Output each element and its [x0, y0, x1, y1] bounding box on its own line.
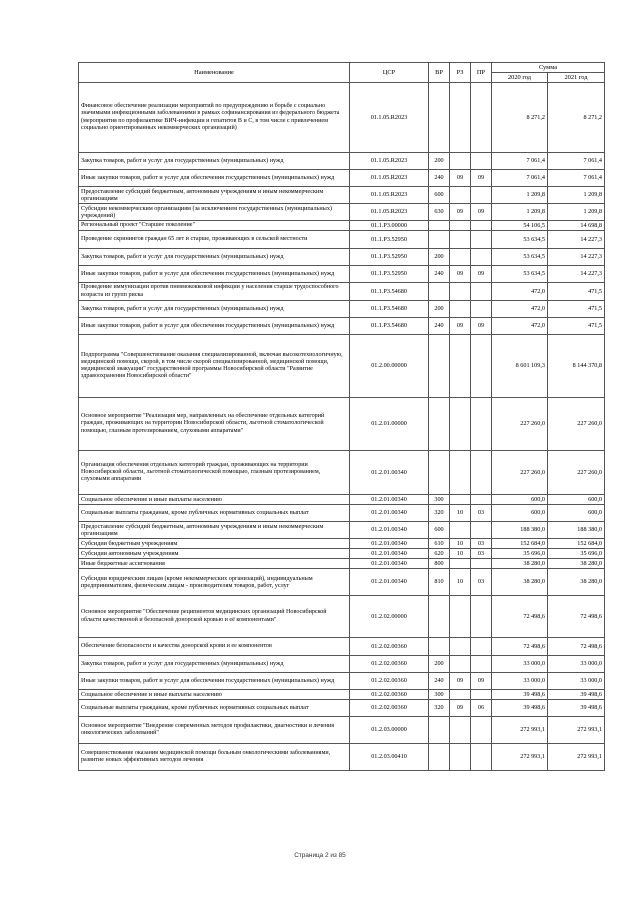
cell-s2021: 14 698,8	[548, 221, 605, 231]
cell-vr	[429, 231, 450, 249]
header-2020: 2020 год	[492, 73, 548, 83]
header-vr: ВР	[429, 63, 450, 83]
cell-vr	[429, 744, 450, 771]
cell-name: Социальное обеспечение и иные выплаты населению	[79, 690, 350, 700]
cell-csr: 01.2.01.00340	[350, 559, 429, 569]
table-row	[79, 673, 605, 690]
cell-pr: 09	[471, 266, 492, 283]
header-rz: РЗ	[450, 63, 471, 83]
cell-rz	[450, 249, 471, 266]
cell-pr	[471, 522, 492, 539]
cell-vr: 810	[429, 569, 450, 596]
cell-csr: 01.1.P3.52950	[350, 266, 429, 283]
cell-s2021: 14 227,3	[548, 231, 605, 249]
cell-s2020: 600,0	[492, 505, 548, 522]
budget-table	[78, 62, 605, 771]
table-row	[79, 187, 605, 204]
cell-csr: 01.2.02.00360	[350, 673, 429, 690]
cell-pr	[471, 249, 492, 266]
cell-rz	[450, 301, 471, 318]
cell-rz	[450, 690, 471, 700]
cell-vr: 240	[429, 266, 450, 283]
cell-s2021: 39 498,6	[548, 700, 605, 717]
cell-name: Подпрограмма "Совершенствование оказания специализированной, включая высокотехнологичную, медицинской помощи, скорой, в том числе скорой специализированной, медицинской помощи, медицинской эвакуации" государственной программы Новосибирской области "Развитие здравоохранения Новосибирской области"	[79, 335, 350, 398]
cell-pr: 03	[471, 505, 492, 522]
cell-rz: 10	[450, 569, 471, 596]
cell-vr: 200	[429, 249, 450, 266]
cell-csr: 01.1.05.R2023	[350, 83, 429, 153]
cell-pr	[471, 638, 492, 656]
cell-csr: 01.1.P3.54680	[350, 301, 429, 318]
cell-s2020: 7 061,4	[492, 153, 548, 170]
cell-s2020: 272 993,1	[492, 717, 548, 744]
cell-name: Основное мероприятие "Внедрение современных методов профилактики, диагностики и лечения онкологических заболеваний"	[79, 717, 350, 744]
table-row	[79, 221, 605, 231]
cell-csr: 01.2.01.00000	[350, 398, 429, 451]
cell-csr: 01.2.02.00000	[350, 596, 429, 638]
cell-rz	[450, 522, 471, 539]
cell-s2021: 8 271,2	[548, 83, 605, 153]
cell-vr	[429, 83, 450, 153]
table-row	[79, 569, 605, 596]
cell-name: Иные закупки товаров, работ и услуг для обеспечения государственных (муниципальных) нужд	[79, 266, 350, 283]
table-row	[79, 700, 605, 717]
table-header	[79, 63, 605, 83]
table-row	[79, 249, 605, 266]
cell-s2020: 8 601 109,3	[492, 335, 548, 398]
cell-rz	[450, 221, 471, 231]
cell-csr: 01.2.01.00340	[350, 495, 429, 505]
cell-csr: 01.2.02.00360	[350, 700, 429, 717]
cell-csr: 01.2.02.00360	[350, 656, 429, 673]
cell-s2021: 152 684,0	[548, 539, 605, 549]
cell-rz	[450, 717, 471, 744]
cell-name: Основное мероприятие "Реализация мер, направленных на обеспечение отдельных категорий граждан, проживающих на территории Новосибирской области, льготной стоматологической помощью, глазным протезированием, слуховыми аппаратами"	[79, 398, 350, 451]
cell-vr: 200	[429, 656, 450, 673]
table-row	[79, 231, 605, 249]
cell-rz: 10	[450, 505, 471, 522]
cell-pr	[471, 335, 492, 398]
cell-vr	[429, 398, 450, 451]
cell-s2021: 14 227,3	[548, 249, 605, 266]
cell-pr	[471, 153, 492, 170]
cell-vr: 800	[429, 559, 450, 569]
cell-pr	[471, 231, 492, 249]
cell-s2021: 39 498,6	[548, 690, 605, 700]
cell-name: Закупка товаров, работ и услуг для государственных (муниципальных) нужд	[79, 249, 350, 266]
cell-name: Совершенствование оказания медицинской помощи больным онкологическими заболеваниями, развитие новых эффективных методов лечения	[79, 744, 350, 771]
cell-name: Основное мероприятие "Обеспечение реципиентов медицинских организаций Новосибирской области качественной и безопасной донорской кровью и её компонентами"	[79, 596, 350, 638]
cell-pr	[471, 83, 492, 153]
cell-s2020: 272 993,1	[492, 744, 548, 771]
cell-rz: 09	[450, 204, 471, 221]
cell-vr: 630	[429, 204, 450, 221]
cell-vr: 620	[429, 549, 450, 559]
cell-csr: 01.2.00.00000	[350, 335, 429, 398]
cell-s2020: 39 498,6	[492, 690, 548, 700]
cell-pr	[471, 495, 492, 505]
cell-csr: 01.1.05.R2023	[350, 187, 429, 204]
cell-rz: 10	[450, 549, 471, 559]
cell-vr: 200	[429, 301, 450, 318]
cell-csr: 01.1.05.R2023	[350, 170, 429, 187]
cell-s2020: 1 209,8	[492, 204, 548, 221]
cell-vr: 600	[429, 187, 450, 204]
table-row	[79, 656, 605, 673]
cell-s2020: 227 260,0	[492, 451, 548, 495]
header-2021: 2021 год	[548, 73, 605, 83]
cell-s2020: 38 280,0	[492, 559, 548, 569]
cell-csr: 01.2.01.00340	[350, 522, 429, 539]
table-row	[79, 204, 605, 221]
cell-rz	[450, 283, 471, 301]
cell-csr: 01.2.02.00360	[350, 638, 429, 656]
table-row	[79, 153, 605, 170]
cell-pr: 03	[471, 549, 492, 559]
cell-csr: 01.2.02.00360	[350, 690, 429, 700]
cell-s2021: 272 993,1	[548, 717, 605, 744]
table-row	[79, 318, 605, 335]
cell-name: Организация обеспечения отдельных категорий граждан, проживающих на территории Новосибирской области, льготной стоматологической помощью, глазным протезированием, слуховыми аппаратами	[79, 451, 350, 495]
cell-pr: 03	[471, 539, 492, 549]
cell-s2020: 53 634,5	[492, 266, 548, 283]
cell-s2021: 471,5	[548, 301, 605, 318]
cell-s2021: 35 696,0	[548, 549, 605, 559]
cell-s2020: 472,0	[492, 318, 548, 335]
cell-name: Социальные выплаты гражданам, кроме публичных нормативных социальных выплат	[79, 505, 350, 522]
cell-s2020: 53 634,5	[492, 231, 548, 249]
cell-s2020: 188 380,0	[492, 522, 548, 539]
cell-s2020: 33 000,0	[492, 673, 548, 690]
cell-csr: 01.1.05.R2023	[350, 153, 429, 170]
cell-name: Социальное обеспечение и иные выплаты населению	[79, 495, 350, 505]
cell-rz	[450, 187, 471, 204]
cell-name: Закупка товаров, работ и услуг для государственных (муниципальных) нужд	[79, 153, 350, 170]
cell-name: Иные закупки товаров, работ и услуг для обеспечения государственных (муниципальных) нужд	[79, 170, 350, 187]
cell-s2020: 72 498,6	[492, 638, 548, 656]
cell-s2021: 1 209,8	[548, 187, 605, 204]
cell-pr	[471, 283, 492, 301]
cell-s2020: 53 634,5	[492, 249, 548, 266]
table-row	[79, 744, 605, 771]
cell-pr	[471, 187, 492, 204]
table-row	[79, 559, 605, 569]
table-row	[79, 170, 605, 187]
cell-vr: 300	[429, 690, 450, 700]
cell-rz: 10	[450, 539, 471, 549]
cell-rz	[450, 596, 471, 638]
cell-rz: 09	[450, 170, 471, 187]
cell-name: Закупка товаров, работ и услуг для государственных (муниципальных) нужд	[79, 656, 350, 673]
cell-rz	[450, 638, 471, 656]
cell-name: Иные бюджетные ассигнования	[79, 559, 350, 569]
cell-vr	[429, 596, 450, 638]
cell-csr: 01.2.01.00340	[350, 569, 429, 596]
header-csr: ЦСР	[350, 63, 429, 83]
cell-pr: 09	[471, 673, 492, 690]
cell-rz	[450, 231, 471, 249]
cell-s2021: 8 144 370,8	[548, 335, 605, 398]
cell-s2020: 227 260,0	[492, 398, 548, 451]
cell-rz	[450, 495, 471, 505]
cell-rz: 09	[450, 673, 471, 690]
cell-name: Предоставление субсидий бюджетным, автономным учреждениям и иным некоммерческим организациям	[79, 522, 350, 539]
cell-csr: 01.1.P3.54680	[350, 318, 429, 335]
cell-rz	[450, 656, 471, 673]
table-row	[79, 539, 605, 549]
cell-s2021: 227 260,0	[548, 398, 605, 451]
cell-pr	[471, 656, 492, 673]
cell-rz	[450, 451, 471, 495]
cell-vr: 320	[429, 505, 450, 522]
cell-s2020: 472,0	[492, 283, 548, 301]
cell-pr: 09	[471, 318, 492, 335]
table-row	[79, 522, 605, 539]
cell-vr: 320	[429, 700, 450, 717]
cell-csr: 01.1.P3.52950	[350, 249, 429, 266]
cell-pr: 09	[471, 170, 492, 187]
cell-s2021: 14 227,3	[548, 266, 605, 283]
cell-s2020: 152 684,0	[492, 539, 548, 549]
cell-vr	[429, 638, 450, 656]
cell-rz: 09	[450, 700, 471, 717]
cell-s2021: 7 061,4	[548, 170, 605, 187]
cell-name: Субсидии юридическим лицам (кроме некоммерческих организаций), индивидуальным предпринимателям, физическим лицам - производителям товаров, работ, услуг	[79, 569, 350, 596]
cell-s2021: 600,0	[548, 495, 605, 505]
cell-s2020: 7 061,4	[492, 170, 548, 187]
cell-s2020: 38 280,0	[492, 569, 548, 596]
cell-pr: 09	[471, 204, 492, 221]
cell-name: Субсидии автономным учреждениям	[79, 549, 350, 559]
cell-s2020: 600,0	[492, 495, 548, 505]
cell-name: Социальные выплаты гражданам, кроме публичных нормативных социальных выплат	[79, 700, 350, 717]
cell-vr	[429, 335, 450, 398]
cell-rz	[450, 335, 471, 398]
table-row	[79, 505, 605, 522]
cell-rz: 09	[450, 266, 471, 283]
cell-s2021: 471,5	[548, 318, 605, 335]
cell-vr: 240	[429, 318, 450, 335]
cell-csr: 01.2.01.00340	[350, 505, 429, 522]
cell-s2021: 600,0	[548, 505, 605, 522]
cell-csr: 01.1.P3.52950	[350, 231, 429, 249]
page-number: Страница 2 из 85	[294, 852, 346, 859]
cell-s2020: 8 271,2	[492, 83, 548, 153]
cell-vr	[429, 717, 450, 744]
header-sum: Сумма	[492, 63, 605, 73]
cell-rz	[450, 83, 471, 153]
cell-s2021: 227 260,0	[548, 451, 605, 495]
cell-name: Закупка товаров, работ и услуг для государственных (муниципальных) нужд	[79, 301, 350, 318]
cell-pr	[471, 559, 492, 569]
cell-pr	[471, 398, 492, 451]
cell-s2021: 1 209,8	[548, 204, 605, 221]
table-row	[79, 495, 605, 505]
cell-s2021: 188 380,0	[548, 522, 605, 539]
cell-name: Предоставление субсидий бюджетным, автономным учреждениям и иным некоммерческим организациям	[79, 187, 350, 204]
cell-pr	[471, 744, 492, 771]
table-row	[79, 266, 605, 283]
cell-s2021: 72 498,6	[548, 596, 605, 638]
cell-name: Иные закупки товаров, работ и услуг для обеспечения государственных (муниципальных) нужд	[79, 318, 350, 335]
cell-s2021: 33 000,0	[548, 673, 605, 690]
table-row	[79, 638, 605, 656]
cell-s2020: 39 498,6	[492, 700, 548, 717]
table-row	[79, 301, 605, 318]
cell-s2020: 472,0	[492, 301, 548, 318]
cell-rz	[450, 559, 471, 569]
cell-name: Проведение скринингов граждан 65 лет и старше, проживающих в сельской местности	[79, 231, 350, 249]
cell-name: Субсидии некоммерческим организациям (за исключением государственных (муниципальных) учреждений)	[79, 204, 350, 221]
table-row	[79, 717, 605, 744]
cell-csr: 01.2.01.00340	[350, 549, 429, 559]
cell-csr: 01.1.05.R2023	[350, 204, 429, 221]
cell-vr	[429, 221, 450, 231]
cell-name: Региональный проект "Старшее поколение"	[79, 221, 350, 231]
cell-name: Иные закупки товаров, работ и услуг для обеспечения государственных (муниципальных) нужд	[79, 673, 350, 690]
cell-pr: 03	[471, 569, 492, 596]
cell-csr: 01.1.P3.00000	[350, 221, 429, 231]
cell-csr: 01.2.03.00410	[350, 744, 429, 771]
cell-name: Субсидии бюджетным учреждениям	[79, 539, 350, 549]
cell-rz	[450, 153, 471, 170]
cell-vr: 600	[429, 522, 450, 539]
cell-name: Обеспечение безопасности и качества донорской крови и ее компонентов	[79, 638, 350, 656]
cell-vr: 610	[429, 539, 450, 549]
cell-name: Проведение иммунизации против пневмококковой инфекции у населения старше трудоспособного возраста из групп риска	[79, 283, 350, 301]
cell-s2021: 38 280,0	[548, 559, 605, 569]
cell-s2020: 35 696,0	[492, 549, 548, 559]
cell-csr: 01.2.03.00000	[350, 717, 429, 744]
cell-pr	[471, 451, 492, 495]
table-row	[79, 398, 605, 451]
cell-vr	[429, 451, 450, 495]
cell-name: Финансовое обеспечение реализации мероприятий по предупреждению и борьбе с социально значимыми инфекционными заболеваниями в рамках софинансирования из федерального бюджета (мероприятия по профилактике ВИЧ-инфекции и гепатитов В и С, в том числе с привлечением социально ориентированных некоммерческих организаций)	[79, 83, 350, 153]
cell-rz	[450, 744, 471, 771]
table-row	[79, 83, 605, 153]
table-body	[79, 83, 605, 771]
table-row	[79, 690, 605, 700]
header-pr: ПР	[471, 63, 492, 83]
cell-vr: 240	[429, 170, 450, 187]
table-row	[79, 335, 605, 398]
table-row	[79, 549, 605, 559]
cell-csr: 01.2.01.00340	[350, 451, 429, 495]
cell-s2020: 33 000,0	[492, 656, 548, 673]
cell-csr: 01.2.01.00340	[350, 539, 429, 549]
cell-vr: 300	[429, 495, 450, 505]
cell-rz	[450, 398, 471, 451]
cell-s2021: 72 498,6	[548, 638, 605, 656]
cell-s2021: 471,5	[548, 283, 605, 301]
cell-vr: 200	[429, 153, 450, 170]
cell-s2021: 7 061,4	[548, 153, 605, 170]
cell-pr	[471, 221, 492, 231]
cell-vr: 240	[429, 673, 450, 690]
table-row	[79, 283, 605, 301]
cell-rz: 09	[450, 318, 471, 335]
cell-s2021: 272 993,1	[548, 744, 605, 771]
table-row	[79, 596, 605, 638]
cell-pr: 06	[471, 700, 492, 717]
cell-pr	[471, 717, 492, 744]
cell-pr	[471, 596, 492, 638]
cell-s2020: 1 209,8	[492, 187, 548, 204]
cell-pr	[471, 690, 492, 700]
cell-s2020: 72 498,6	[492, 596, 548, 638]
cell-s2021: 33 000,0	[548, 656, 605, 673]
table-row	[79, 451, 605, 495]
cell-csr: 01.1.P3.54680	[350, 283, 429, 301]
cell-pr	[471, 301, 492, 318]
cell-s2021: 38 280,0	[548, 569, 605, 596]
cell-s2020: 54 106,5	[492, 221, 548, 231]
header-name: Наименование	[79, 63, 350, 83]
cell-vr	[429, 283, 450, 301]
